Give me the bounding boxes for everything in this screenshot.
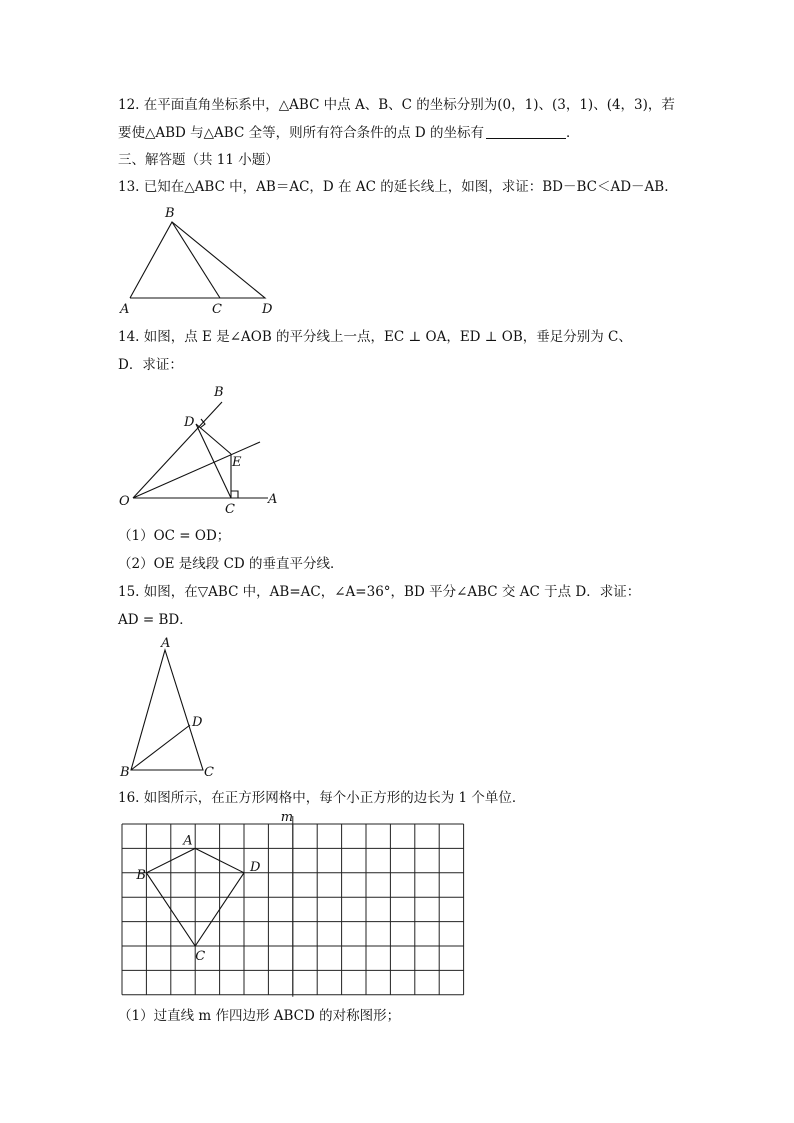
q15-label-c: C [204,765,214,780]
q13-label-d: D [262,302,273,317]
q14-line2: D．求证： [118,357,183,373]
section-title: 三、解答题（共 11 小题） [118,152,279,168]
q12-line2-end: ． [566,125,580,141]
q13-label-a: A [120,302,130,317]
q14-line1: 14. 如图，点 E 是∠AOB 的平分线上一点，EC ⊥ OA，ED ⊥ OB，垂足分别为 C、 [118,329,632,345]
point-label-c: C [195,949,206,964]
q14-label-e: E [232,455,242,470]
q14-part2: （2）OE 是线段 CD 的垂直平分线． [118,556,344,572]
q13-text: 13. 已知在△ABC 中，AB＝AC，D 在 AC 的延长线上，如图，求证：BD－BC＜AD－AB. [118,179,669,195]
q15-line2: AD = BD． [118,612,193,628]
axis-m-label: m [280,810,294,825]
q16-part1: （1）过直线 m 作四边形 ABCD 的对称图形； [118,1008,401,1024]
point-label-b: B [136,867,146,883]
point-labels [135,833,261,964]
point-label-d: D [250,859,261,875]
q14-label-o: O [119,494,130,509]
q14-part1: （1）OC = OD； [118,528,231,544]
q16-text: 16. 如图所示，在正方形网格中，每个小正方形的边长为 1 个单位． [118,790,526,806]
q15-line1: 15. 如图，在▽ABC 中，AB=AC，∠A=36°，BD 平分∠ABC 交 AC 于点 D．求证： [118,584,641,600]
q14-label-d: D [184,415,195,430]
q14-label-b: B [214,385,224,400]
q15-label-a: A [161,636,171,651]
q12-line2-text: 要使△ABD 与△ABC 全等，则所有符合条件的点 D 的坐标有 [118,125,484,141]
q15-label-b: B [120,765,130,780]
q13-label-b: B [165,206,175,221]
q14-label-a: A [268,492,278,507]
q15-label-d: D [192,715,203,730]
q14-label-c: C [225,502,235,517]
q12-line1: 12. 在平面直角坐标系中，△ABC 中点 A、B、C 的坐标分别为(0，1)、(3，1)、(4，3)，若 [118,97,675,113]
q13-label-c: C [212,302,222,317]
point-label-a: A [183,833,193,849]
